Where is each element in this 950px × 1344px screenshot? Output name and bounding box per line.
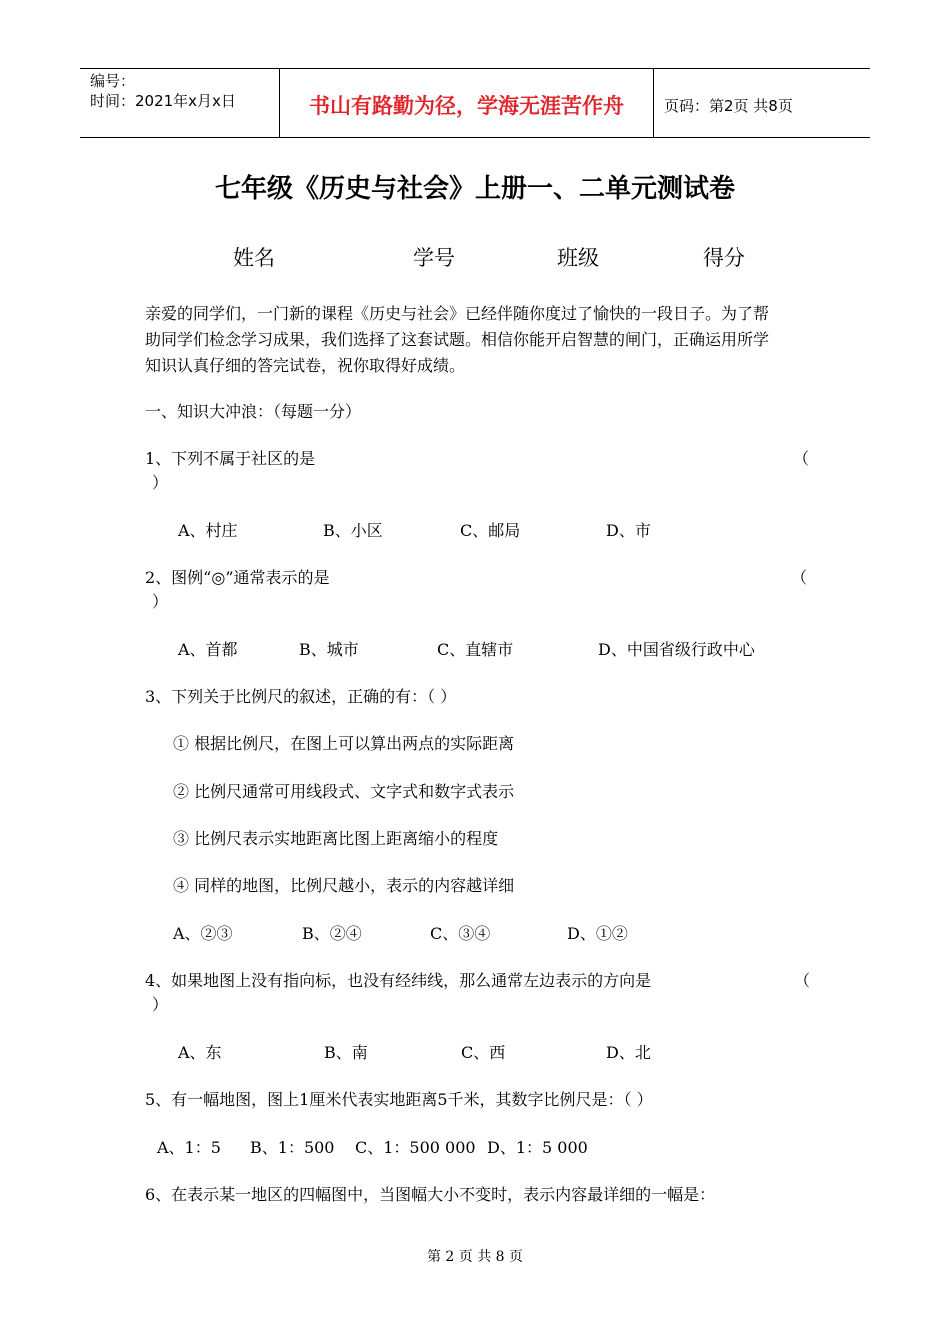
answer-paren-close: ） [152,473,169,492]
answer-paren-close: ） [152,995,169,1014]
header-page-info: 页码：第2页 共8页 [664,96,793,115]
info-name: 姓名 [233,246,275,270]
option: A、首都 [178,640,238,659]
page-footer: 第 2 页 共 8 页 [426,1249,524,1265]
statement-item: ② 比例尺通常可用线段式、文字式和数字式表示 [173,782,515,801]
option: C、直辖市 [437,640,514,659]
option: C、1：500 000 [355,1138,476,1157]
info-score: 得分 [703,246,745,270]
question-stem: 1、下列不属于社区的是 [145,449,316,468]
intro-line: 知识认真仔细的答完试卷，祝你取得好成绩。 [145,356,466,375]
option: D、中国省级行政中心 [598,640,755,659]
header-meta [80,69,280,137]
statement-item: ④ 同样的地图，比例尺越小，表示的内容越详细 [173,876,515,895]
option: C、西 [461,1043,506,1062]
info-student-id: 学号 [413,246,455,270]
statement-item: ③ 比例尺表示实地距离比图上距离缩小的程度 [173,829,499,848]
option: D、①② [567,924,628,943]
answer-paren-open: （ [791,568,808,587]
option: C、③④ [430,924,491,943]
time-label: 时间：2021年x月x日 [90,92,236,110]
page-header [80,68,870,138]
question-stem: 4、如果地图上没有指向标，也没有经纬线，那么通常左边表示的方向是 [145,971,652,990]
option: A、②③ [173,924,233,943]
exam-title: 七年级《历史与社会》上册一、二单元测试卷 [214,174,735,204]
header-motto: 书山有路勤为径，学海无涯苦作舟 [280,69,654,137]
section-heading: 一、知识大冲浪：（每题一分） [145,402,362,421]
option: B、小区 [323,521,383,540]
intro-line: 助同学们检念学习成果，我们选择了这套试题。相信你能开启智慧的闸门，正确运用所学 [145,330,770,349]
option: B、南 [324,1043,368,1062]
option: B、1：500 [250,1138,335,1157]
statement-item: ① 根据比例尺，在图上可以算出两点的实际距离 [173,734,515,753]
code-label: 编号： [90,72,136,90]
answer-paren-open: （ [793,449,810,468]
question-stem: 2、图例“◎”通常表示的是 [145,568,330,587]
question-stem: 6、在表示某一地区的四幅图中，当图幅大小不变时，表示内容最详细的一幅是： [145,1185,716,1204]
option: A、东 [178,1043,222,1062]
question-stem: 5、有一幅地图，图上1厘米代表实地距离5千米，其数字比例尺是：（ ） [145,1090,653,1109]
question-stem: 3、下列关于比例尺的叙述，正确的有：（ ） [145,687,457,706]
option: D、1：5 000 [487,1138,588,1157]
info-class: 班级 [557,246,599,270]
option: B、②④ [302,924,362,943]
answer-paren-open: （ [794,971,811,990]
option: B、城市 [299,640,359,659]
option: A、1：5 [157,1138,221,1157]
intro-line: 亲爱的同学们，一门新的课程《历史与社会》已经伴随你度过了愉快的一段日子。为了帮 [145,304,770,323]
option: D、北 [606,1043,651,1062]
option: C、邮局 [460,521,521,540]
option: D、市 [606,521,651,540]
answer-paren-close: ） [152,592,169,611]
option: A、村庄 [178,521,238,540]
